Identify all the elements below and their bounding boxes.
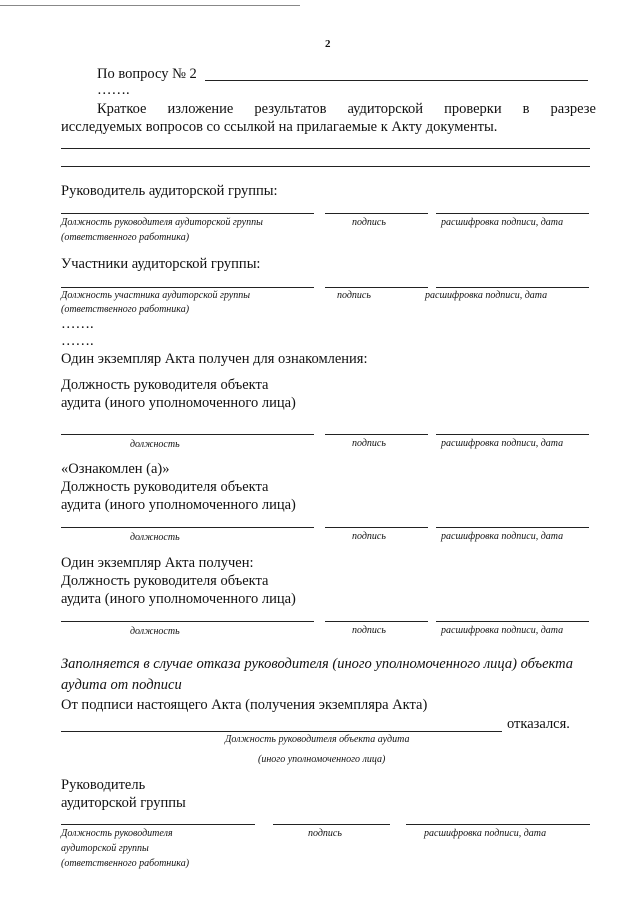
received-cap-position: должность [130,626,180,637]
head-decode-line [436,213,589,214]
head-cap-position: Должность руководителя аудиторской группы [61,217,263,228]
acquainted-cap-position: должность [130,532,180,543]
summary-word: проверки [444,101,502,117]
final-cap-position-1: Должность руководителя [61,828,173,839]
copy-cap-decode: расшифровка подписи, дата [441,438,564,449]
refusal-statement: От подписи настоящего Акта (получения экземпляра Акта) [61,697,428,713]
copy-title: Один экземпляр Акта получен для ознакомления: [61,351,368,367]
summary-word: в [522,101,530,117]
received-position-line [61,621,314,622]
head-position-line [61,213,314,214]
summary-blank-line-2 [61,166,590,167]
members-dots-1: ……. [61,316,94,332]
received-sign-line [325,621,428,622]
acquainted-sign-line [325,527,428,528]
received-decode-line [436,621,589,622]
question-label: По вопросу № 2 [97,66,197,82]
final-decode-line [406,824,590,825]
received-cap-sign: подпись [352,625,386,636]
summary-word: аудиторской [347,101,424,117]
question-answer-line [205,80,588,81]
copy-position-line [61,434,314,435]
summary-word: разрезе [550,101,596,117]
final-cap-decode: расшифровка подписи, дата [424,828,547,839]
final-cap-position-3: (ответственного работника) [61,858,190,869]
members-cap-decode: расшифровка подписи, дата [425,290,548,301]
refusal-refused: отказался. [507,716,570,732]
refusal-note-line-2: аудита от подписи [61,677,182,693]
summary-word: изложение [167,101,234,117]
final-cap-position-2: аудиторской группы [61,843,149,854]
refusal-cap-line-1: Должность руководителя объекта аудита [225,734,410,745]
head-cap-decode: расшифровка подписи, дата [441,217,564,228]
acquainted-title: «Ознакомлен (а)» [61,461,170,477]
refusal-cap-line-2: (иного уполномоченного лица) [258,754,386,765]
summary-word: результатов [254,101,327,117]
members-cap-sign: подпись [337,290,371,301]
summary-word: Краткое [97,101,147,117]
received-title: Один экземпляр Акта получен: [61,555,254,571]
members-position-line [61,287,314,288]
final-position-line [61,824,255,825]
members-decode-line [436,287,589,288]
received-cap-decode: расшифровка подписи, дата [441,625,564,636]
final-sign-line [273,824,390,825]
acquainted-decode-line [436,527,589,528]
copy-decode-line [436,434,589,435]
final-line-2: аудиторской группы [61,795,186,811]
summary-blank-line-1 [61,148,590,149]
head-sign-line [325,213,428,214]
acquainted-position-line [61,527,314,528]
copy-line-2: аудита (иного уполномоченного лица) [61,395,296,411]
final-cap-sign: подпись [308,828,342,839]
copy-cap-position: должность [130,439,180,450]
members-dots-2: ……. [61,333,94,349]
head-title: Руководитель аудиторской группы: [61,183,278,199]
head-cap-position-2: (ответственного работника) [61,232,190,243]
acquainted-line-2: аудита (иного уполномоченного лица) [61,497,296,513]
refusal-position-line [61,731,502,732]
scan-edge-line [0,5,300,6]
copy-sign-line [325,434,428,435]
final-line-1: Руководитель [61,777,146,793]
refusal-note-line-1: Заполняется в случае отказа руководителя (иного уполномоченного лица) объекта [61,656,574,672]
head-cap-sign: подпись [352,217,386,228]
received-line-2: аудита (иного уполномоченного лица) [61,591,296,607]
copy-cap-sign: подпись [352,438,386,449]
summary-line-1 [97,101,596,118]
members-cap-position: Должность участника аудиторской группы [61,290,250,301]
summary-line-2: исследуемых вопросов со ссылкой на прилагаемые к Акту документы. [61,119,498,135]
members-cap-position-2: (ответственного работника) [61,304,190,315]
acquainted-cap-decode: расшифровка подписи, дата [441,531,564,542]
acquainted-cap-sign: подпись [352,531,386,542]
acquainted-line-1: Должность руководителя объекта [61,479,269,495]
copy-line-1: Должность руководителя объекта [61,377,269,393]
received-line-1: Должность руководителя объекта [61,573,269,589]
question-dots: ……. [97,82,130,98]
page-number: 2 [325,38,331,50]
members-sign-line [325,287,428,288]
members-title: Участники аудиторской группы: [61,256,261,272]
